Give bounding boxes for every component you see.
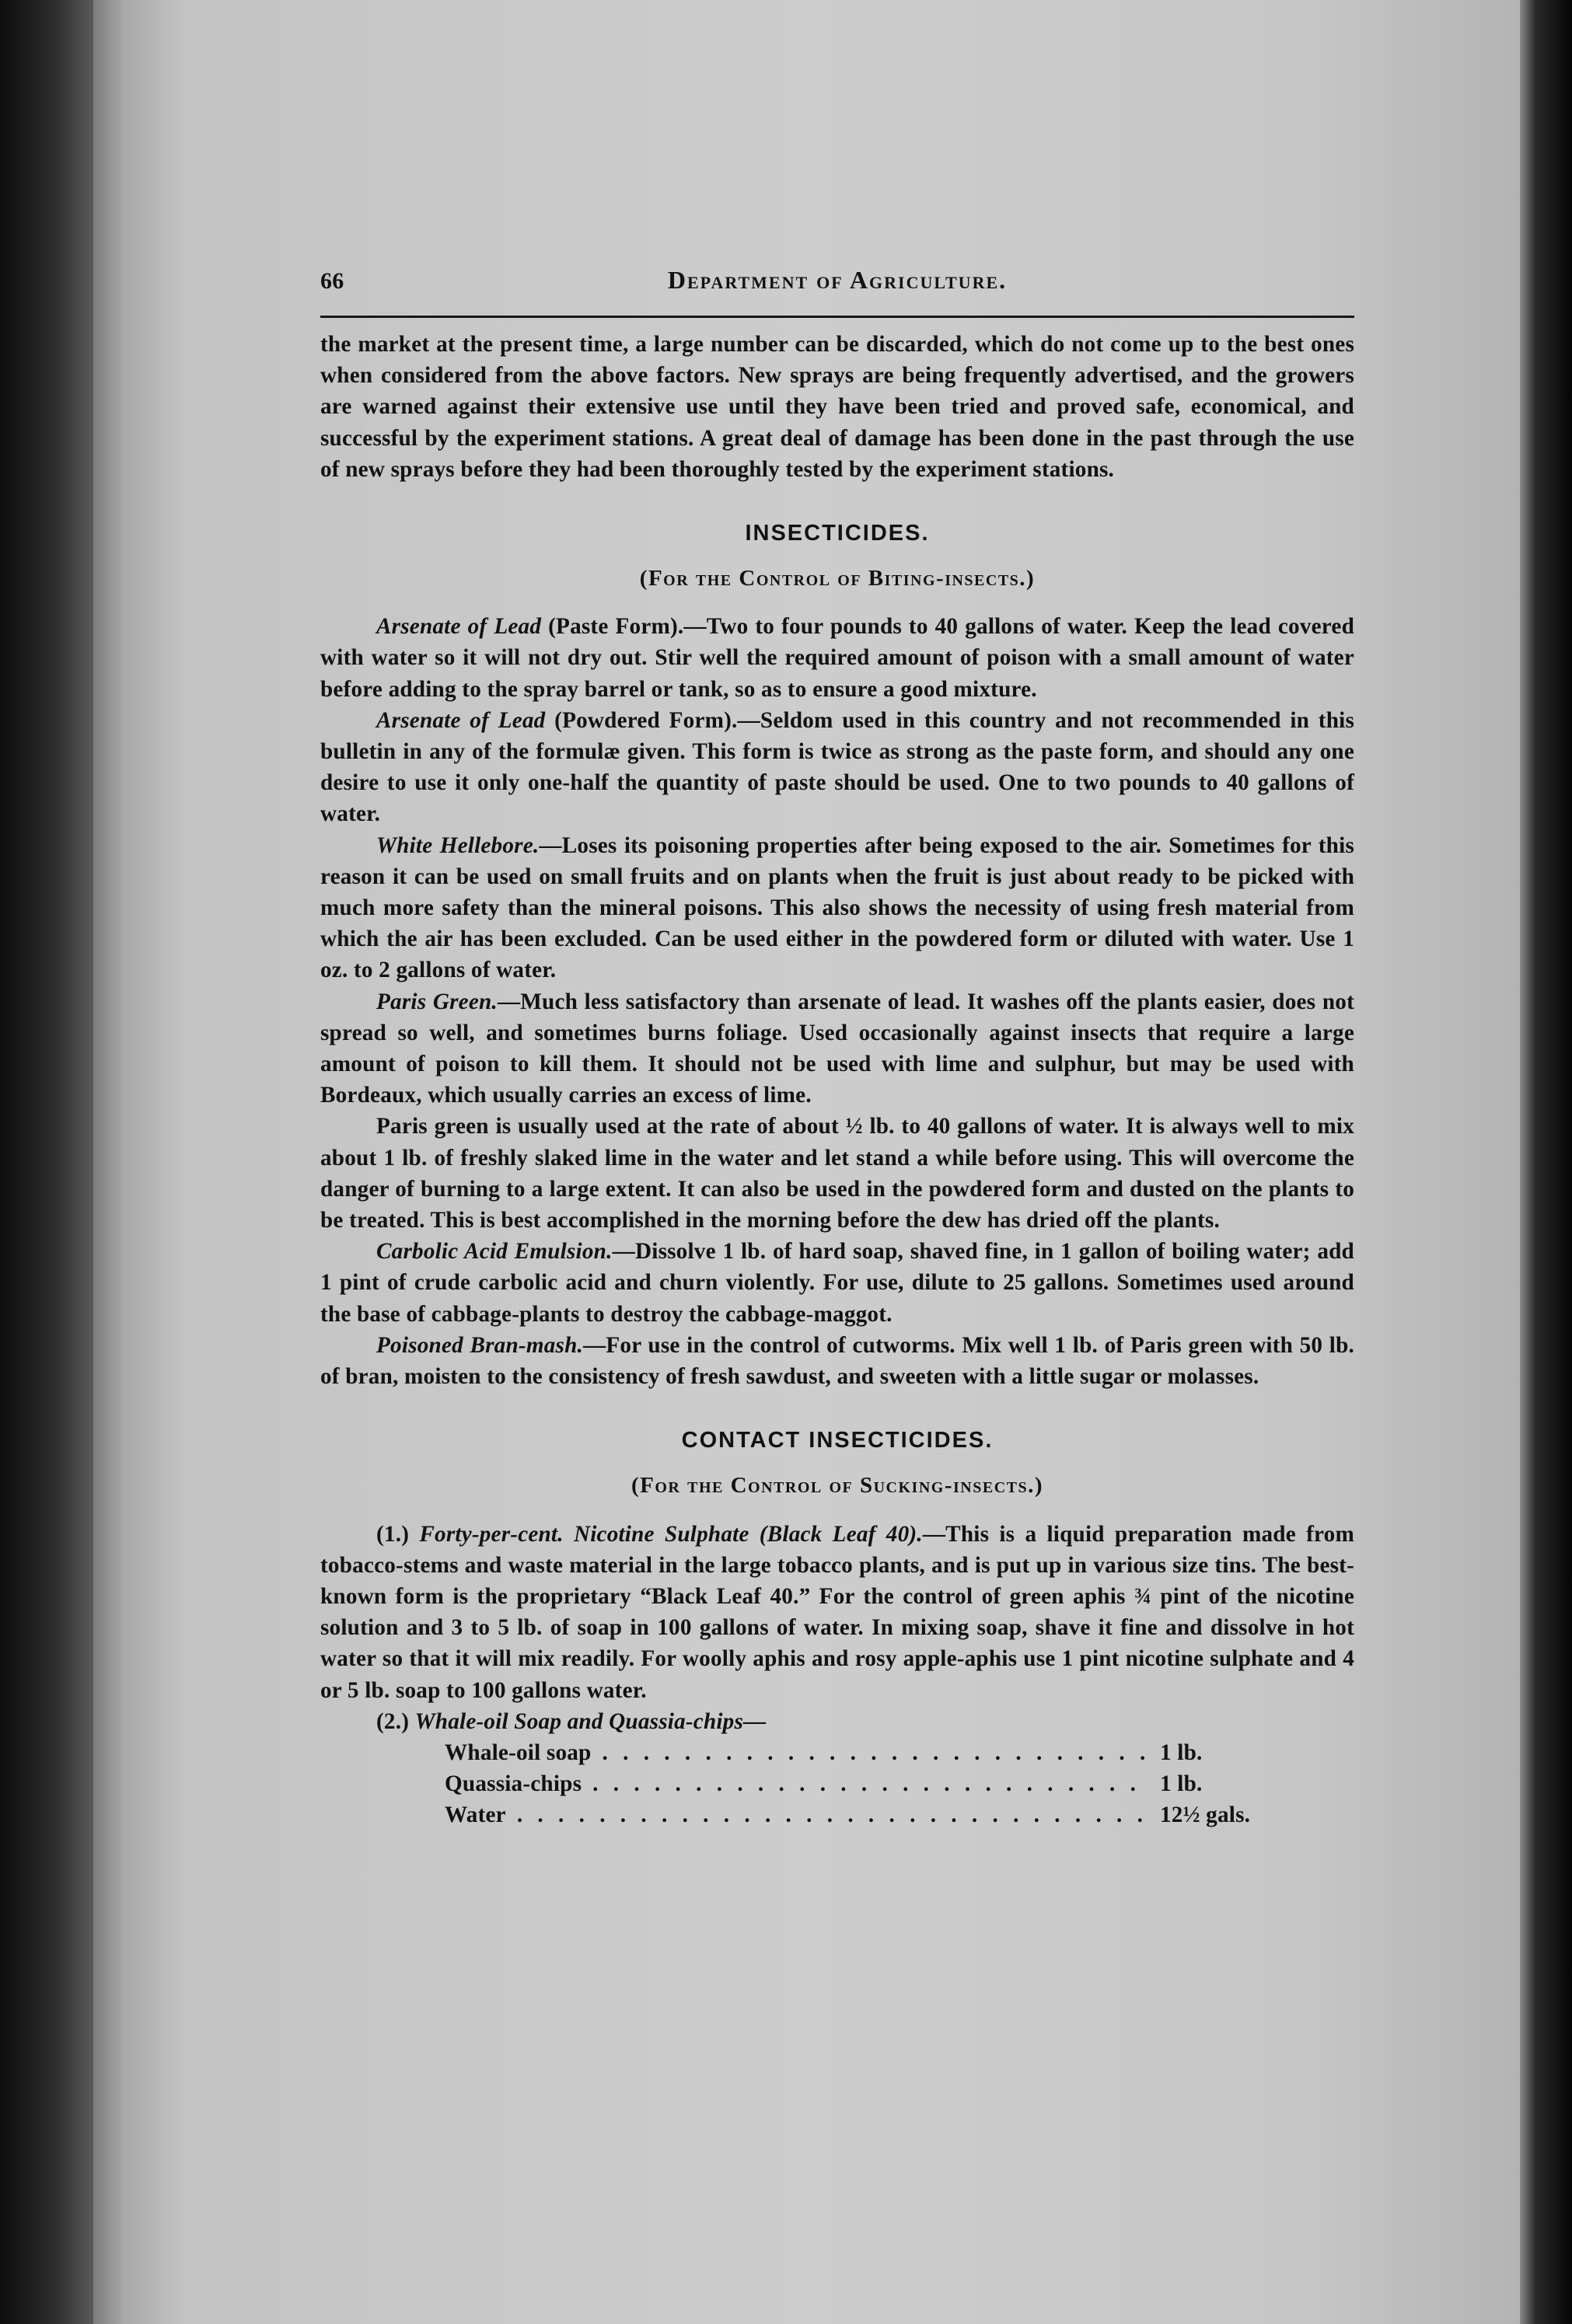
entry-white-hellebore [320, 830, 1354, 986]
entry-arsenate-paste [320, 611, 1354, 705]
entry-carbolic-acid [320, 1236, 1354, 1330]
formula-quantity: 12½ gals. [1160, 1802, 1251, 1827]
entry-term: Arsenate of Lead [376, 707, 546, 733]
formula-ingredient: Quassia-chips [445, 1771, 582, 1796]
entry-paris-green [320, 986, 1354, 1111]
formula-row [445, 1799, 1269, 1830]
entry-bran-mash [320, 1330, 1354, 1392]
entry-number: (2.) [376, 1708, 415, 1734]
header-rule [320, 316, 1354, 318]
entry-term: Forty-per-cent. Nicotine Sulphate (Black Leaf 40). [419, 1521, 923, 1547]
contact-insecticides-subheading: (For the Control of Sucking-insects.) [631, 1473, 1044, 1499]
formula-ingredient: Water [445, 1802, 506, 1827]
scan-border-left [0, 0, 93, 2324]
formula-row [445, 1737, 1269, 1768]
entry-term: White Hellebore. [376, 832, 540, 858]
running-head: Department of Agriculture. [667, 266, 1008, 294]
dot-leader [592, 1768, 1149, 1799]
entry-text: (Paste Form).—Two to four pounds to 40 gallons of water. Keep the lead covered with water so it will not dry out. Stir well the required amount of poison with a small amount of water before adding to the spray barrel or tank, so as to ensure a good mixture. [320, 614, 1354, 702]
intro-paragraph: the market at the present time, a large number can be discarded, which do not come up to the best ones when considered from the above factors. New sprays are being frequently advertised, and the growers are warned against their extensive use until they have been tried and proved safe, economical, and successful by the experiment stations. A great deal of damage has been done in the past through the use of new sprays before they had been thoroughly tested by the experiment stations. [320, 332, 1354, 482]
entry-text: Paris green is usually used at the rate of about ½ lb. to 40 gallons of water. It is always well to mix about 1 lb. of freshly slaked lime in the water and let stand a while before using. This will overcome the danger of burning to a large extent. It can also be used in the powdered form and dusted on the plants to be treated. This is best accomplished in the morning before the dew has dried off the plants. [320, 1114, 1354, 1234]
entry-paris-green-usage [320, 1111, 1354, 1236]
entry-text: (Powdered Form).—Seldom used in this country and not recommended in this bulletin in any of the formulæ given. This form is twice as strong as the paste form, and should any one desire to use it only one-half the quantity of paste should be used. One to two pounds to 40 gallons of water. [320, 707, 1355, 827]
page-content [320, 264, 1354, 1830]
entry-text: —Dissolve 1 lb. of hard soap, shaved fine, in 1 gallon of boiling water; add 1 pint of crude carbolic acid and churn violently. For use, dilute to 25 gallons. Sometimes used around the base of cabbage-plants to destroy the cabbage-maggot. [320, 1239, 1354, 1327]
scan-border-right [1520, 0, 1572, 2324]
entry-number: (1.) [376, 1521, 420, 1547]
entry-term: Poisoned Bran-mash. [376, 1332, 584, 1358]
entry-term: Paris Green. [376, 989, 498, 1014]
formula-table [445, 1737, 1269, 1830]
contact-insecticides-heading: CONTACT INSECTICIDES. [681, 1428, 994, 1453]
entry-text: —Loses its poisoning properties after being exposed to the air. Sometimes for this reason it can be used on small fruits and on plants when the fruit is just about ready to be picked with much more safety than the mineral poisons. This also shows the necessity of using fresh material from which the air has been excluded. Can be used either in the powdered form or diluted with water. Use 1 oz. to 2 gallons of water. [320, 832, 1354, 983]
entry-whale-oil-soap [320, 1706, 1354, 1737]
entry-text: —For use in the control of cutworms. Mix well 1 lb. of Paris green with 50 lb. of bran, moisten to the consistency of fresh sawdust, and sweeten with a little sugar or molasses. [320, 1332, 1355, 1390]
insecticides-heading: INSECTICIDES. [745, 521, 930, 546]
formula-ingredient: Whale-oil soap [445, 1740, 592, 1765]
entry-term: Carbolic Acid Emulsion. [376, 1239, 613, 1265]
entry-text: —Much less satisfactory than arsenate of lead. It washes off the plants easier, does not spread so well, and sometimes burns foliage. Used occasionally against insects that require a large amount of poison to kill them. It should not be used with lime and sulphur, but may be used with Bordeaux, which usually carries an excess of lime. [320, 989, 1354, 1108]
entry-text: —This is a liquid preparation made from tobacco-stems and waste material in the large tobacco plants, and is put up in various size tins. The best-known form is the proprietary “Black Leaf 40.” For the control of green aphis ¾ pint of the nicotine solution and 3 to 5 lb. of soap in 100 gallons of water. In mixing soap, shave it fine and dissolve in hot water so that it will mix readily. For woolly aphis and rosy apple-aphis use 1 pint nicotine sulphate and 4 or 5 lb. soap to 100 gallons water. [320, 1521, 1354, 1703]
page-header [320, 264, 1354, 298]
entry-term: Arsenate of Lead [376, 614, 542, 640]
formula-row [445, 1768, 1269, 1799]
formula-quantity: 1 lb. [1160, 1771, 1203, 1796]
dot-leader [517, 1799, 1149, 1830]
entry-term: Whale-oil Soap and Quassia-chips— [414, 1708, 767, 1734]
entry-nicotine-sulphate [320, 1519, 1354, 1706]
dot-leader [603, 1737, 1150, 1768]
page-number: 66 [320, 268, 344, 294]
entry-arsenate-powdered [320, 705, 1354, 830]
insecticides-subheading: (For the Control of Biting-insects.) [639, 566, 1036, 591]
formula-quantity: 1 lb. [1160, 1740, 1203, 1765]
